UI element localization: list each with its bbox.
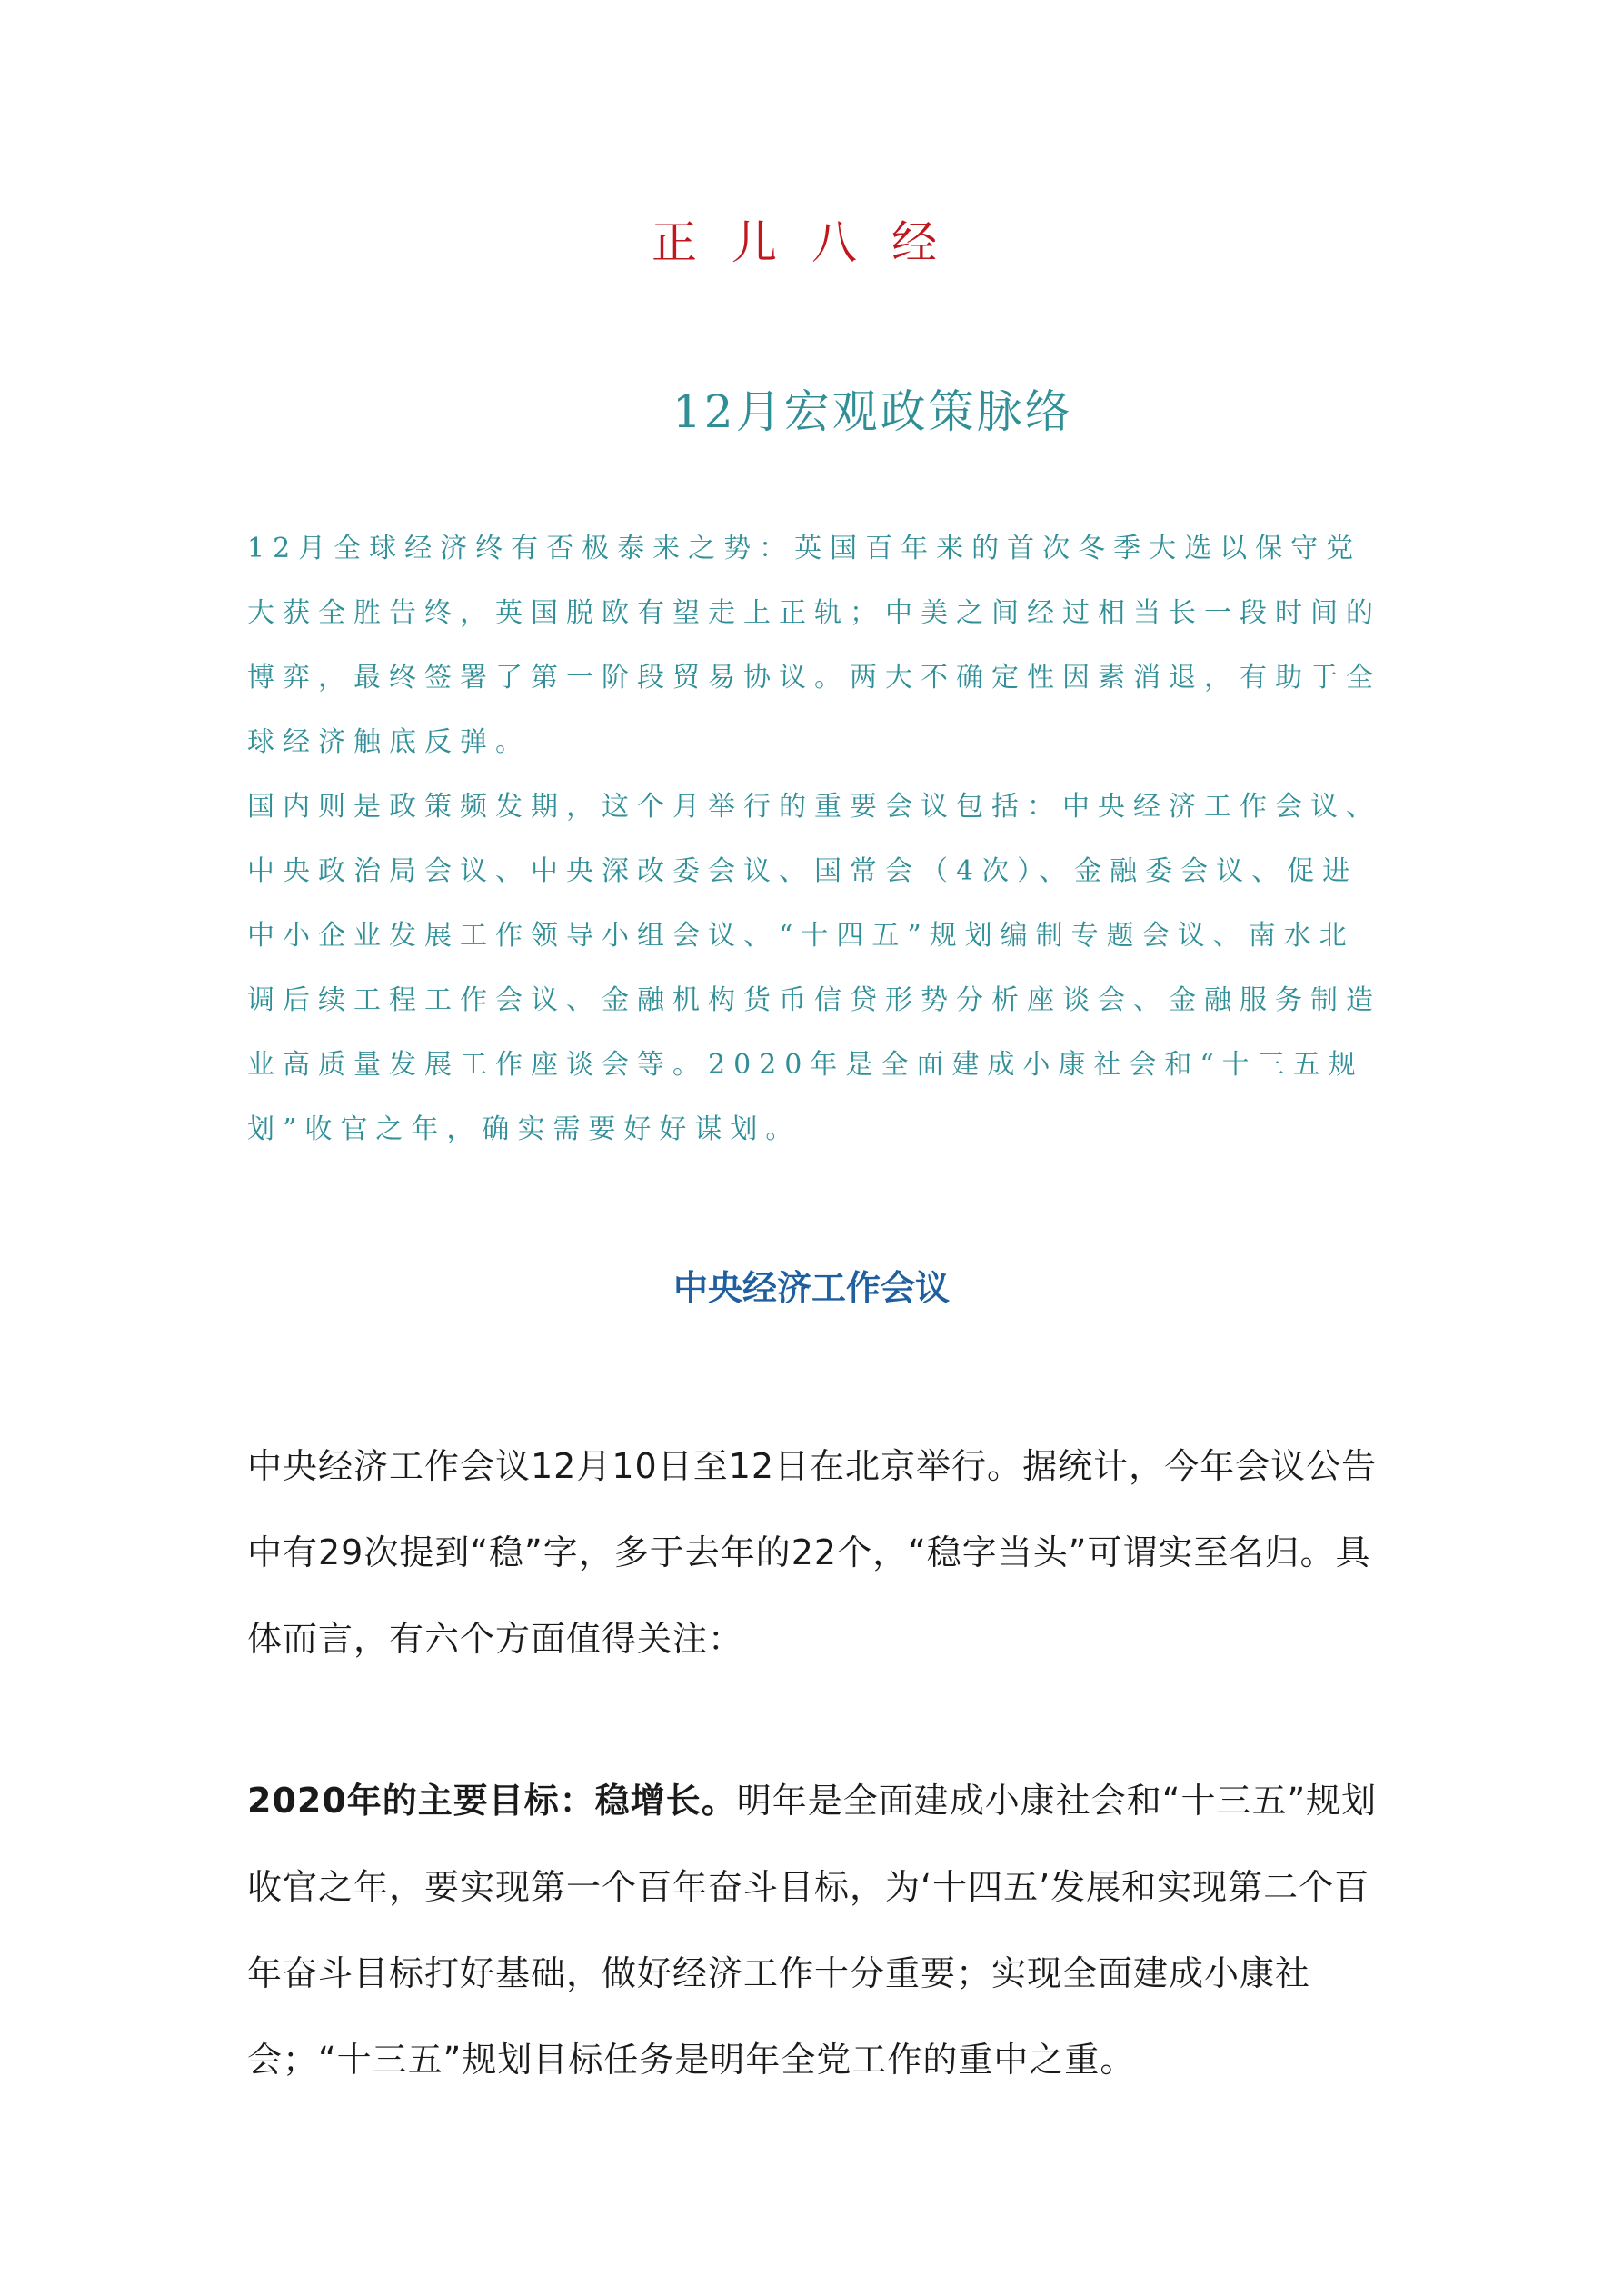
- body-paragraph-2: [247, 1758, 1385, 2103]
- body-paragraph-1: 中央经济工作会议12月10日至12日在北京举行。据统计，今年会议公告中有29次提到“稳”字，多于去年的22个，“稳字当头”可谓实至名归。具体而言，有六个方面值得关注：: [247, 1446, 1378, 1659]
- intro-paragraph-2: 国内则是政策频发期，这个月举行的重要会议包括：中央经济工作会议、中央政治局会议、中央深改委会议、国常会（4次）、金融委会议、促进中小企业发展工作领导小组会议、“十四五”规划编制专题会议、南水北调后续工程工作会议、金融机构货币信贷形势分析座谈会、金融服务制造业高质量发展工作座谈会等。2020年是全面建成小康社会和“十三五规划”收官之年，确实需要好好谋划。: [247, 791, 1381, 1145]
- document-title: 12月宏观政策脉络: [672, 385, 1073, 438]
- section-heading: 中央经济工作会议: [672, 1268, 950, 1308]
- body-paragraph-2-text: 明年是全面建成小康社会和“十三五”规划收官之年，要实现第一个百年奋斗目标，为‘十四五’发展和实现第二个百年奋斗目标打好基础，做好经济工作十分重要；实现全面建成小康社会；“十三五”规划目标任务是明年全党工作的重中之重。: [247, 1781, 1378, 2080]
- intro-block: [247, 516, 1383, 1162]
- body-paragraph-2-lead: 2020年的主要目标：稳增长。: [247, 1781, 737, 1821]
- brand-title: 正儿八经: [652, 216, 971, 269]
- intro-paragraph-1: 12月全球经济终有否极泰来之势：英国百年来的首次冬季大选以保守党大获全胜告终，英国脱欧有望走上正轨；中美之间经过相当长一段时间的博弈，最终签署了第一阶段贸易协议。两大不确定性因素消退，有助于全球经济触底反弹。: [247, 533, 1381, 758]
